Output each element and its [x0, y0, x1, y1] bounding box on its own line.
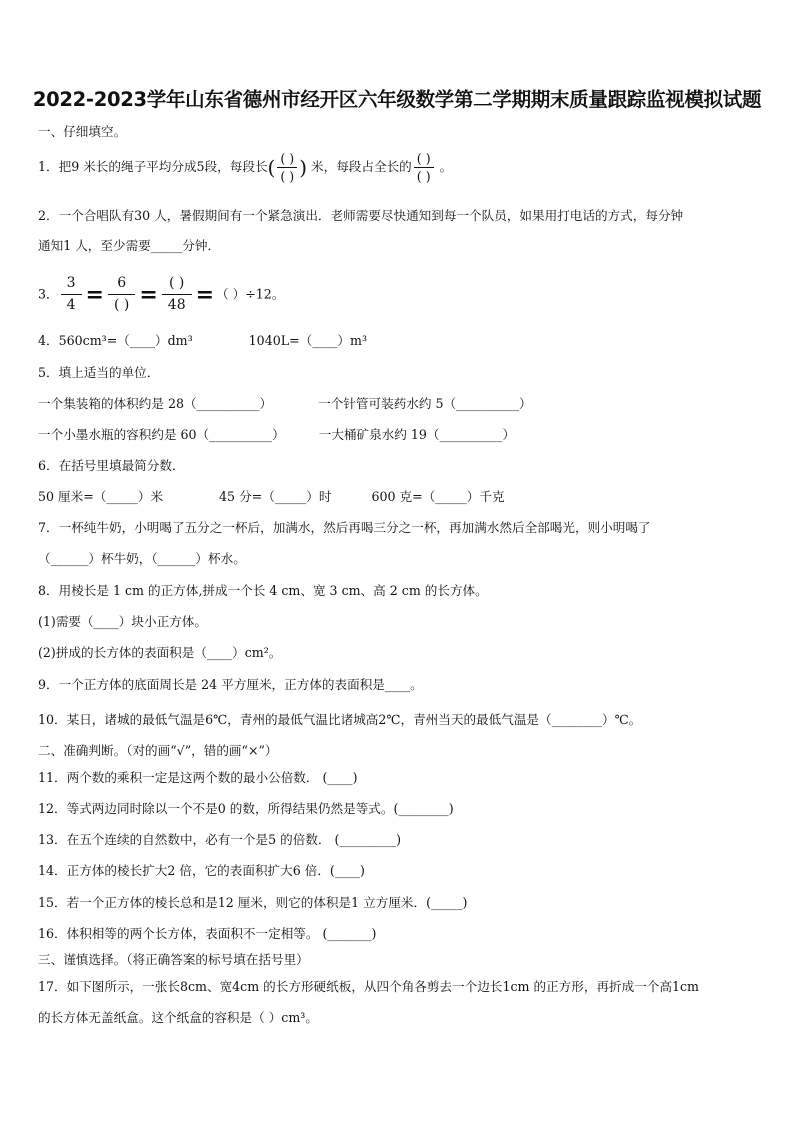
section-heading-fill-blank: 一、仔细填空。 [38, 124, 127, 139]
fraction-blank-48 [162, 273, 192, 316]
question-4-part-b: 1040L=（____）m³ [248, 333, 368, 348]
question-2-line-1: 2．一个合唱队有30 人，暑假期间有一个紧急演出．老师需要尽快通知到每一个队员，如果用打电话的方式，每分钟 [38, 208, 684, 223]
question-17-line-1: 17．如下图所示，一张长8cm、宽4cm 的长方形硬纸板，从四个角各剪去一个边长1cm 的正方形，再折成一个高1cm [38, 979, 699, 994]
question-10: 10．某日，诸城的最低气温是6℃，青州的最低气温比诸城高2℃，青州当天的最低气温是（________）℃。 [38, 712, 642, 727]
page-title: 2022-2023学年山东省德州市经开区六年级数学第二学期期末质量跟踪监视模拟试题 [32, 88, 762, 111]
equals-sign: = [85, 281, 104, 308]
question-5: 5．填上适当的单位． [38, 365, 160, 380]
question-9: 9．一个正方体的底面周长是 24 平方厘米，正方体的表面积是____。 [38, 677, 423, 692]
fraction-blank-2 [414, 150, 434, 185]
question-3-label: 3． [38, 286, 59, 302]
question-5-row-2 [38, 427, 515, 443]
fraction-numerator: ( ) [162, 273, 192, 295]
question-1-text-a: 1．把9 米长的绳子平均分成5段，每段长 [38, 159, 268, 174]
fraction-blank-1 [277, 150, 297, 185]
fraction-denominator: ( ) [113, 297, 130, 313]
question-5-item-container: 一个集装箱的体积约是 28（__________） [38, 396, 273, 411]
question-6-item-gram: 600 克=（_____）千克 [371, 489, 505, 504]
question-1-text-c: 。 [435, 159, 453, 174]
question-16: 16．体积相等的两个长方体，表面积不一定相等。 (_______) [38, 926, 377, 941]
fraction-numerator: 3 [61, 273, 82, 295]
question-7-line-1: 7．一杯纯牛奶，小明喝了五分之一杯后，加满水，然后再喝三分之一杯，再加满水然后全部喝光，则小明喝了 [38, 520, 651, 535]
question-5-row-1 [38, 396, 532, 412]
fraction-denominator: 4 [66, 297, 76, 313]
section-heading-multiple-choice: 三、谨慎选择。（将正确答案的标号填在括号里） [38, 952, 309, 967]
question-3-division: （ ）÷12。 [216, 286, 285, 302]
section-heading-true-false: 二、准确判断。（对的画“√”，错的画“×”） [38, 743, 278, 758]
close-paren: ) [299, 155, 308, 180]
question-12: 12．等式两边同时除以一个不是0 的数，所得结果仍然是等式。(________) [38, 801, 454, 816]
fraction-denominator: 48 [167, 297, 186, 313]
question-7-line-2: （______）杯牛奶，（______）杯水。 [38, 551, 246, 566]
question-6-item-cm: 50 厘米=（_____）米 [38, 489, 164, 504]
question-5-item-water-bucket: 一大桶矿泉水约 19（__________） [318, 427, 516, 442]
question-1 [38, 150, 452, 185]
question-6: 6．在括号里填最简分数． [38, 458, 185, 473]
question-13: 13．在五个连续的自然数中，必有一个是5 的倍数． (_________) [38, 832, 402, 847]
question-2-line-2: 通知1 人，至少需要_____分钟． [38, 238, 221, 253]
fraction-numerator: 6 [108, 273, 135, 295]
fraction-6-blank [108, 273, 135, 316]
open-paren: ( [267, 155, 276, 180]
equals-sign: = [195, 281, 215, 308]
question-8-part-2: (2)拼成的长方体的表面积是（____）cm²。 [38, 645, 282, 660]
question-15: 15．若一个正方体的棱长总和是12 厘米，则它的体积是1 立方厘米．(_____) [38, 895, 468, 910]
question-14: 14．正方体的棱长扩大2 倍，它的表面积扩大6 倍．(____) [38, 863, 365, 878]
question-8-part-1: (1)需要（____）块小正方体。 [38, 614, 207, 629]
question-5-item-syringe: 一个针管可装药水约 5（__________） [318, 396, 532, 411]
question-4 [38, 333, 367, 349]
fraction-denominator: ( ) [280, 169, 295, 184]
question-4-part-a: 4．560cm³=（____）dm³ [38, 333, 193, 348]
question-1-text-b: 米，每段占全长的 [307, 159, 412, 174]
question-3 [38, 273, 284, 316]
question-6-row [38, 489, 505, 505]
question-6-item-min: 45 分=（_____）时 [219, 489, 332, 504]
fraction-numerator: ( ) [277, 150, 297, 168]
question-17-line-2: 的长方体无盖纸盒。这个纸盒的容积是（ ）cm³。 [38, 1010, 318, 1025]
fraction-numerator: ( ) [414, 150, 434, 168]
fraction-denominator: ( ) [416, 169, 431, 184]
question-5-item-ink-bottle: 一个小墨水瓶的容积约是 60（__________） [38, 427, 285, 442]
fraction-3-4 [61, 273, 82, 316]
question-11: 11．两个数的乘积一定是这两个数的最小公倍数． (____) [38, 770, 358, 785]
question-8: 8．用棱长是 1 cm 的正方体,拼成一个长 4 cm、宽 3 cm、高 2 cm 的长方体。 [38, 583, 488, 598]
equals-sign: = [139, 281, 158, 308]
